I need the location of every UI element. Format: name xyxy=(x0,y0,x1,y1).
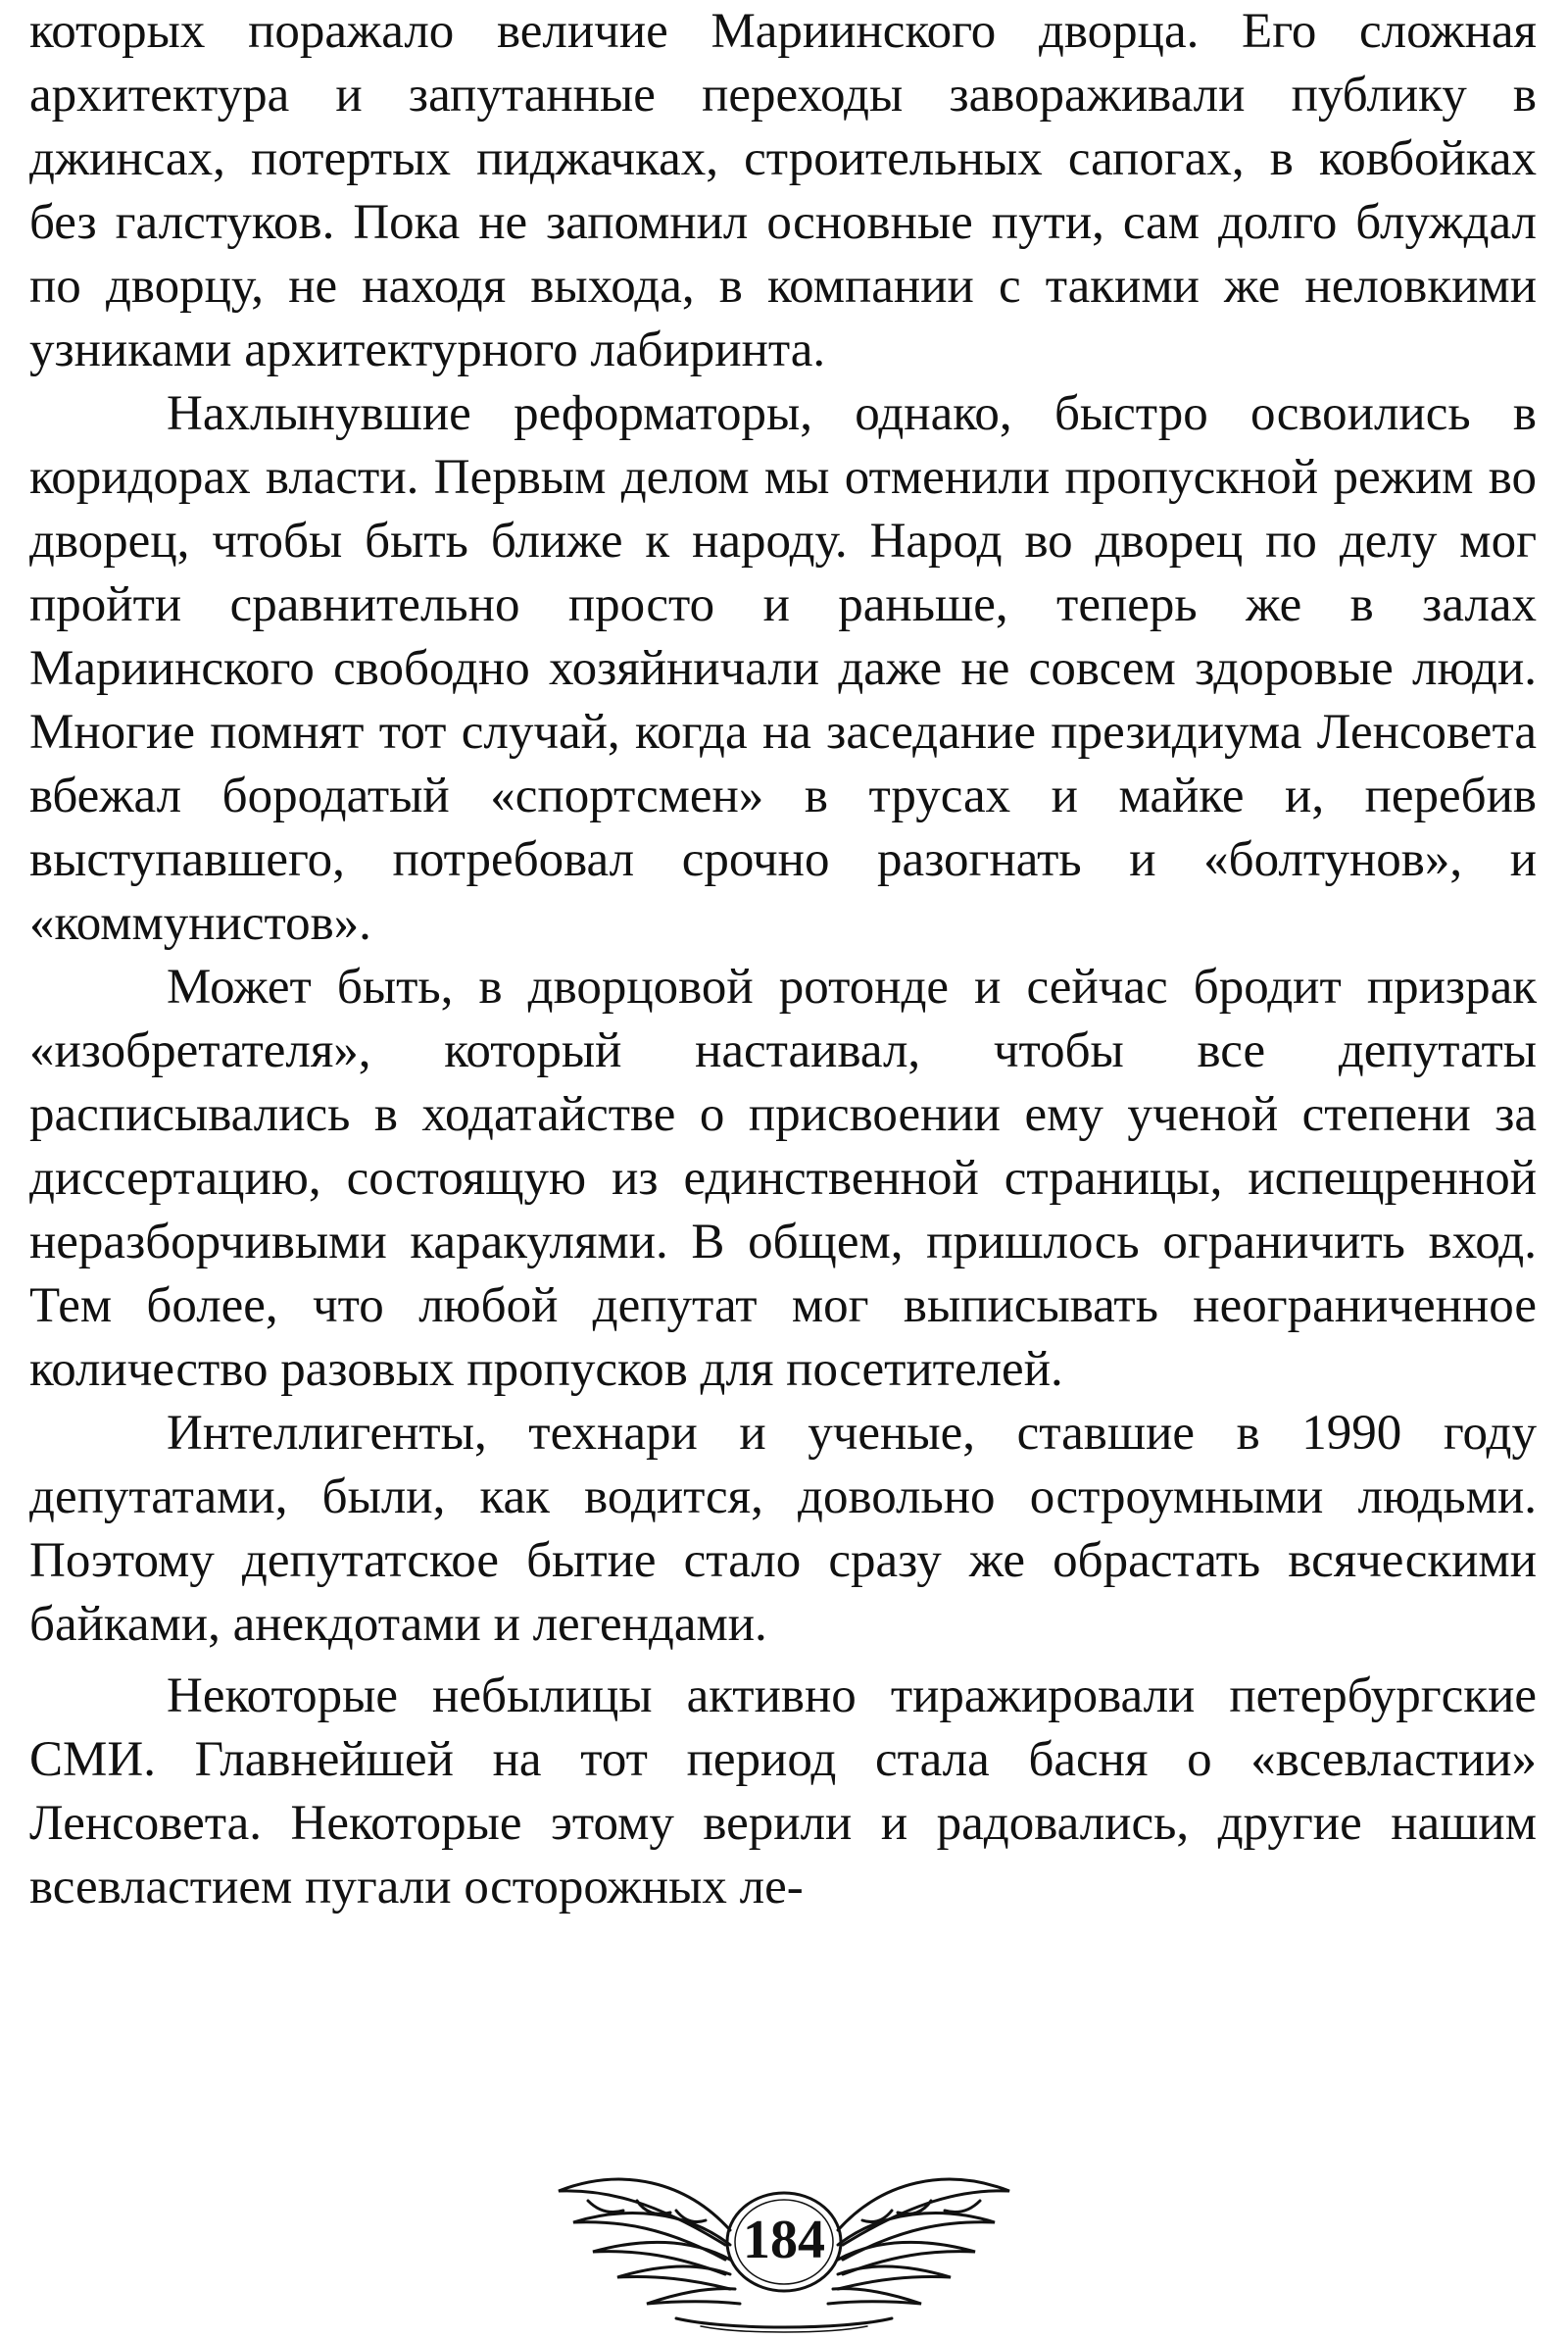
paragraph-5: Некоторые небылицы активно тиражировали петербургские СМИ. Главнейшей на тот период стала басня о «всевластии» Ленсовета. Некоторые этому верили и радовались, другие нашим всевластием пугали осторожных ле- xyxy=(29,1668,1537,1915)
paragraph-3: Может быть, в дворцовой ротонде и сейчас бродит призрак «изобретателя», который настаивал, чтобы все депутаты расписывались в ходатайстве о присвоении ему ученой степени за диссертацию, состоящую из единственной страницы, испещренной неразборчивыми каракулями. В общем, пришлось ограничить вход. Тем более, что любой депутат мог выписывать неограниченное количество разовых пропусков для посетителей. xyxy=(29,960,1537,1397)
page-body xyxy=(29,0,1537,1919)
paragraph-2: Нахлынувшие реформаторы, однако, быстро освоились в коридорах власти. Первым делом мы отменили пропускной режим во дворец, чтобы быть ближе к народу. Народ во дворец по делу мог пройти сравнительно просто и раньше, теперь же в залах Мариинского свободно хозяйничали даже не совсем здоровые люди. Многие помнят тот случай, когда на заседание президиума Ленсовета вбежал бородатый «спортсмен» в трусах и майке и, перебив выступавшего, потребовал срочно разогнать и «болтунов», и «коммунистов». xyxy=(29,386,1537,951)
paragraph-4: Интеллигенты, технари и ученые, ставшие в 1990 году депутатами, были, как водится, довольно остроумными людьми. Поэтому депутатское бытие стало сразу же обрастать всяческими байками, анекдотами и легендами. xyxy=(29,1406,1537,1652)
paragraph-1: которых поражало величие Мариинского дворца. Его сложная архитектура и запутанные переходы завораживали публику в джинсах, потертых пиджачках, строительных сапогах, в ковбойках без галстуков. Пока не запомнил основные пути, сам долго блуждал по дворцу, не находя выхода, в компании с такими же неловкими узниками архитектурного лабиринта. xyxy=(29,4,1537,377)
page-footer xyxy=(529,2113,1039,2338)
page-number: 184 xyxy=(743,2210,825,2270)
